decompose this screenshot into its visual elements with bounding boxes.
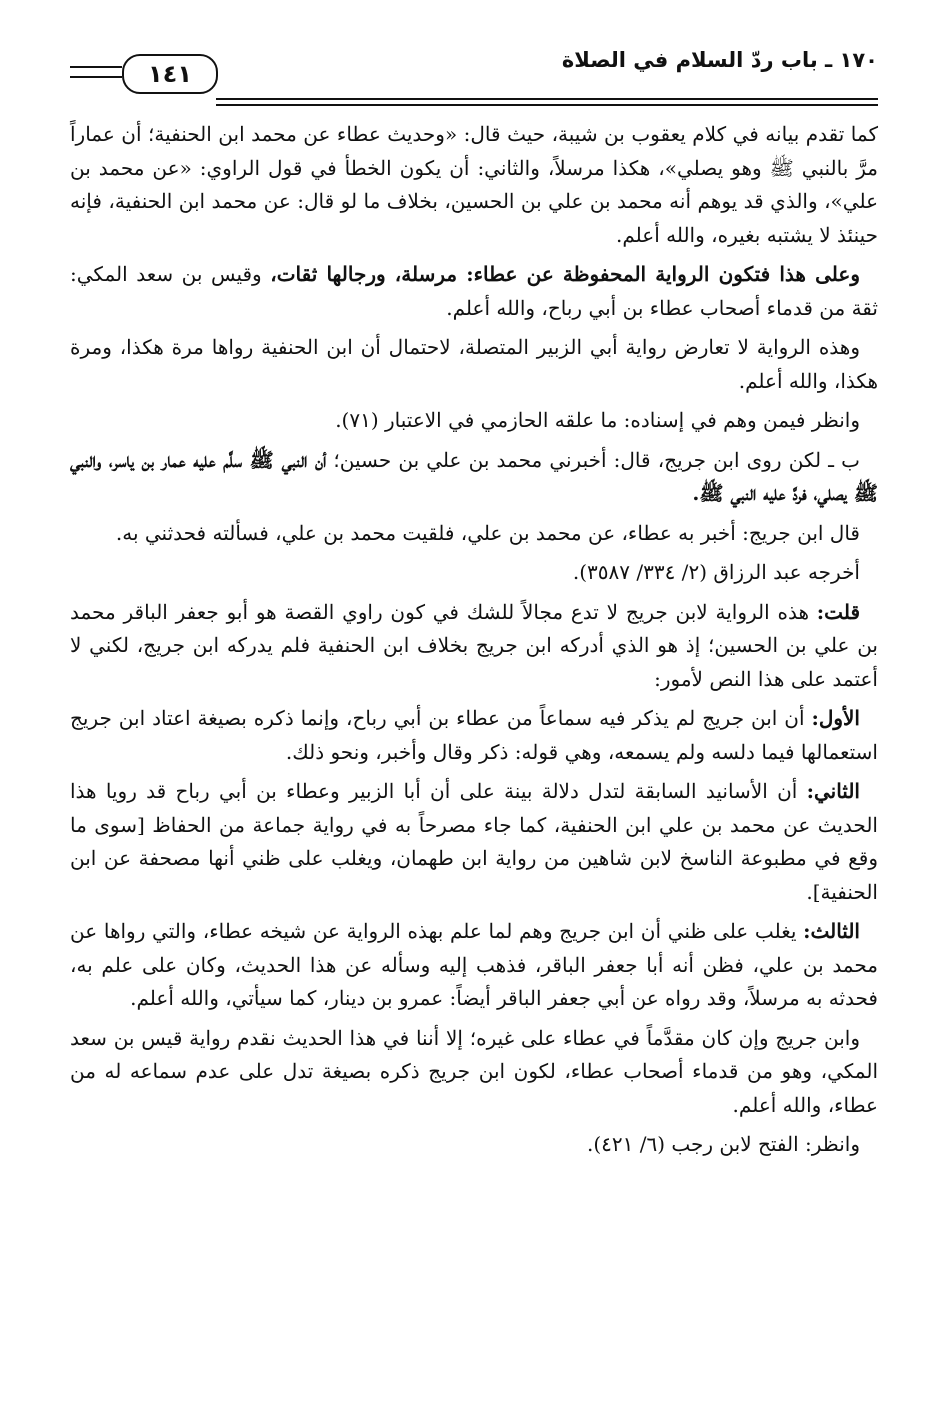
paragraph: وعلى هذا فتكون الرواية المحفوظة عن عطاء: مرسلة، ورجالها ثقات، وقيس بن سعد المكي: ثقة من قدماء أصحاب عطاء بن أبي رباح، والله أعلم. xyxy=(70,262,878,320)
bold-lead: قلت: xyxy=(816,599,860,624)
paragraph: الثاني: أن الأسانيد السابقة لتدل دلالة بينة على أن أبا الزبير وعطاء بن أبي رباح قد رويا هذا الحديث عن محمد بن علي ابن الحنفية، كما جاء مصرحاً به في رواية جماعة من الحفاظ [سوى ما وقع في مطبوعة الناسخ لابن شاهين من رواية ابن طهمان، ويغلب على ظني أنها مصحفة عن ابن الحنفية]. xyxy=(70,779,878,904)
page-body xyxy=(70,118,878,1168)
page-header xyxy=(70,44,878,104)
running-title: ١٧٠ ـ باب ردّ السلام في الصلاة xyxy=(561,48,878,72)
header-rule xyxy=(70,76,122,78)
bold-lead: الثالث: xyxy=(803,919,860,943)
bold-lead: وعلى هذا فتكون الرواية المحفوظة عن عطاء: مرسلة، ورجالها ثقات، xyxy=(270,262,861,286)
bold-hadith-text: أن النبي ﷺ سلَّم عليه عمار بن ياسر، والنبي ﷺ يصلي، فردَّ عليه النبي ﷺ. xyxy=(70,447,878,505)
paragraph: قلت: هذه الرواية لابن جريج لا تدع مجالاً للشك في كون راوي القصة هو أبو جعفر الباقر محمد بن علي بن الحسين؛ إذ هو الذي أدركه ابن جريج بخلاف ابن الحنفية فلم يدركه ابن جريج، لكني لا أعتمد على هذا النص لأمور: xyxy=(70,599,878,691)
paragraph: كما تقدم بيانه في كلام يعقوب بن شيبة، حيث قال: «وحديث عطاء عن محمد ابن الحنفية؛ أن عماراً مرَّ بالنبي ﷺ وهو يصلي»، هكذا مرسلاً، والثاني: أن يكون الخطأ في قول الراوي: «عن محمد بن علي»، والذي قد يوهم أنه محمد بن علي بن الحسين، بخلاف ما لو قال: عن محمد ابن الحنفية، فإنه حينئذ لا يشتبه بغيره، والله أعلم. xyxy=(70,122,878,247)
paragraph: الثالث: يغلب على ظني أن ابن جريج وهم لما علم بهذه الرواية عن شيخه عطاء، والتي رواها عن محمد بن علي، فظن أنه أبا جعفر الباقر، فذهب إليه وسأله عن هذا الحديث، وكان على علم به، فحدثه به مرسلاً، وقد رواه عن أبي جعفر الباقر أيضاً: عمرو بن دينار، كما سيأتي، والله أعلم. xyxy=(70,919,878,1010)
paragraph: وهذه الرواية لا تعارض رواية أبي الزبير المتصلة، لاحتمال أن ابن الحنفية رواها مرة هكذا، ومرة هكذا، والله أعلم. xyxy=(70,335,878,393)
header-rule xyxy=(216,104,878,106)
paragraph: وانظر فيمن وهم في إسناده: ما علقه الحازمي في الاعتبار (٧١). xyxy=(335,408,860,432)
paragraph: وابن جريج وإن كان مقدَّماً في عطاء على غيره؛ إلا أننا في هذا الحديث نقدم رواية قيس بن سعد المكي، وهو من قدماء أصحاب عطاء، لكون ابن جريج ذكره بصيغة تدل على عدم سماعه له من عطاء، والله أعلم. xyxy=(70,1025,878,1117)
bold-lead: الثاني: xyxy=(806,779,860,803)
paragraph: ب ـ لكن روى ابن جريج، قال: أخبرني محمد بن علي بن حسين؛ أن النبي ﷺ سلَّم عليه عمار بن ياسر، والنبي ﷺ يصلي، فردَّ عليه النبي ﷺ. xyxy=(70,447,878,505)
paragraph: وانظر: الفتح لابن رجب (٦/ ٤٢١). xyxy=(586,1132,860,1156)
header-rule xyxy=(70,66,122,68)
paragraph: الأول: أن ابن جريج لم يذكر فيه سماعاً من عطاء بن أبي رباح، وإنما ذكره بصيغة اعتاد ابن جريج استعمالها فيما دلسه ولم يسمعه، وهي قوله: ذكر وقال وأخبر، ونحو ذلك. xyxy=(70,706,878,764)
paragraph: قال ابن جريج: أخبر به عطاء، عن محمد بن علي، فلقيت محمد بن علي، فسألته فحدثني به. xyxy=(115,520,860,545)
bold-lead: الأول: xyxy=(811,706,860,730)
page-number: ١٤١ xyxy=(122,54,218,94)
header-rule xyxy=(216,98,878,100)
paragraph: أخرجه عبد الرزاق (٢/ ٣٣٤/ ٣٥٨٧). xyxy=(572,560,860,584)
